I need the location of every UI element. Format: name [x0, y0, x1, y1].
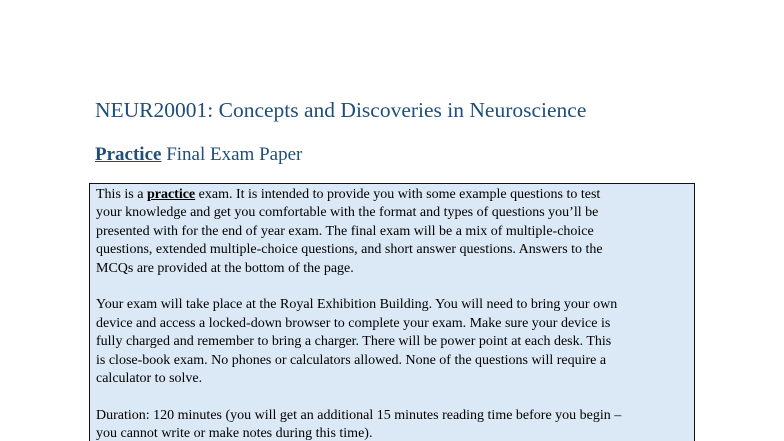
info-line: is close-book exam. No phones or calculators allowed. None of the questions will require a [96, 352, 607, 368]
duration-line: you cannot write or make notes during this time). [96, 426, 373, 441]
paragraph-gap [96, 278, 688, 296]
info-line: questions, extended multiple-choice questions, and short answer questions. Answers to the [96, 242, 603, 258]
document-title: NEUR20001: Concepts and Discoveries in Neuroscience [95, 98, 587, 122]
duration-line: Duration: 120 minutes (you will get an additional 15 minutes reading time before you begin – [96, 407, 622, 423]
info-line: presented with for the end of year exam. The final exam will be a mix of multiple-choice [96, 223, 594, 239]
info-line-text: exam. It is intended to provide you with some example questions to test [195, 187, 601, 202]
practice-emphasis: practice [146, 187, 196, 202]
document-subtitle [95, 142, 302, 168]
info-line: your knowledge and get you comfortable with the format and types of questions you’ll be [96, 205, 599, 221]
exam-info-box [89, 183, 695, 441]
info-line [96, 186, 688, 204]
info-line: Your exam will take place at the Royal Exhibition Building. You will need to bring your own [96, 297, 618, 313]
paragraph-gap [96, 388, 688, 406]
info-line: MCQs are provided at the bottom of the page. [96, 260, 354, 276]
info-line: device and access a locked-down browser to complete your exam. Make sure your device is [96, 315, 611, 331]
info-line: fully charged and remember to bring a charger. There will be power point at each desk. This [96, 334, 612, 350]
info-line-text: This is a [96, 187, 147, 202]
subtitle-emphasis: Practice [95, 144, 162, 165]
info-line: calculator to solve. [96, 371, 203, 387]
subtitle-rest: Final Exam Paper [161, 144, 303, 165]
